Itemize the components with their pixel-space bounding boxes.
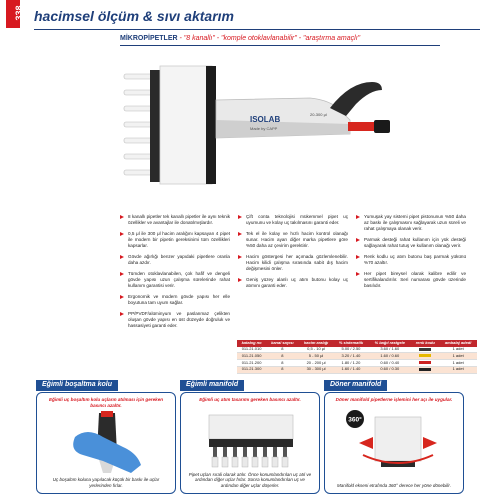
col-header: % sistematik xyxy=(334,340,369,347)
table-cell: 8 xyxy=(266,353,298,360)
panel-lead: Eğimli uç boşaltım kolu uçların atılması için gereken basıncı azaltır. xyxy=(48,397,164,408)
feature-item: Gövde ağırlığı benzer yapıdaki pipetlere oranla daha azdır. xyxy=(120,254,230,266)
feature-item: Tümden otoklavlanabilen, çok hafif ve dengeli gövde yapısı uzun çalışma sürelerinde rahat kullanım garantisi verir. xyxy=(120,271,230,289)
side-strip xyxy=(0,0,30,500)
feature-item: Yumuşak yay sistemi pipet pistonunun %50 daha az baskı ile çalışmasını sağlayarak uzun süreli ve rahat çalışmaya olanak verir. xyxy=(356,214,466,232)
order-table xyxy=(237,340,477,374)
manifold-illustration xyxy=(199,409,303,471)
rotate-right-arrow-icon xyxy=(423,437,437,449)
table-cell: 30 - 300 μl xyxy=(299,366,334,373)
page-number-tab xyxy=(6,0,24,28)
pipette-product-image xyxy=(100,60,420,200)
rotation-badge: 360° xyxy=(348,416,362,424)
plunger-button xyxy=(348,122,376,131)
color-swatch xyxy=(419,354,431,357)
panel-title: Eğimli boşaltma kolu xyxy=(36,380,118,391)
hand-pipette-illustration xyxy=(57,407,157,477)
table-cell: 8 xyxy=(266,366,298,373)
feature-item: Renk kodlu uç atım butonu baş parmak yükünü %70 azaltır. xyxy=(356,254,466,266)
panel-rotating-manifold xyxy=(324,380,464,494)
panel-caption: Manifold ekseni etrafında 360° derece her yöne dönebilir. xyxy=(337,482,451,488)
order-table-row xyxy=(237,353,477,360)
panel-title: Döner manifold xyxy=(324,380,387,391)
color-swatch xyxy=(419,361,431,364)
table-cell: 5.00 / 2.50 xyxy=(334,347,369,353)
product-tags: - "8 kanallı" - "komple otoklavlanabilir" - "araştırma amaçlı" xyxy=(177,35,361,42)
plunger-cap xyxy=(374,120,390,133)
pipette-handle xyxy=(330,82,382,116)
table-cell: 8 xyxy=(266,347,298,353)
table-cell: 011.21.010 xyxy=(237,347,266,353)
product-name: MİKROPİPETLER xyxy=(120,35,178,42)
feature-item: Hacim göstergesi her açımada gözlemlenebilir. Hacim kilidi çalışma sırasında sabit dış hacim değişmesini önler. xyxy=(238,254,348,272)
table-cell: 1 adet xyxy=(439,366,477,373)
page-title: hacimsel ölçüm & sıvı aktarım xyxy=(34,8,234,24)
rotation-illustration xyxy=(337,409,453,475)
panel-box xyxy=(180,392,320,494)
feature-item: 8 kanallı pipetler tek kanallı pipetler ile aynı teknik özellikler ve avantajlar ile donatılmışlardır. xyxy=(120,214,230,226)
panel-lead: Eğimli uç atım tasarımı gereken basıncı azaltır. xyxy=(199,397,301,402)
table-cell: 8 xyxy=(266,360,298,367)
table-cell: 1 adet xyxy=(439,353,477,360)
col-header: katalog no xyxy=(237,340,266,347)
manifold-side xyxy=(206,66,216,184)
table-cell: 3.60 / 1.60 xyxy=(368,347,411,353)
feature-item: Geniş yüzey alanlı uç atım butonu kolay uç atımını garanti eder. xyxy=(238,277,348,289)
product-subheading xyxy=(120,35,440,46)
table-cell: 011.21.050 xyxy=(237,353,266,360)
header-rule xyxy=(34,29,480,31)
feature-column-3 xyxy=(356,214,466,294)
pipette-tips xyxy=(124,74,152,175)
table-cell: 0,5 - 10 μl xyxy=(299,347,334,353)
panel-angled-manifold xyxy=(180,380,320,494)
table-cell: 3.20 / 1.40 xyxy=(334,353,369,360)
panel-box xyxy=(324,392,464,494)
page-number: 338 xyxy=(14,5,24,21)
feature-item: Her pipet bireysel olarak kalibre edilir ve sertifikalandırılır. Seri numarası gövde üzerinde basılıdır. xyxy=(356,271,466,289)
color-swatch xyxy=(419,368,431,371)
table-cell: 011.21.300 xyxy=(237,366,266,373)
page-header xyxy=(34,8,480,30)
feature-item: Çift conta teknolojisi mükemmel pipet uç uyumunu ve kolay uç takılmasını garanti eder. xyxy=(238,214,348,226)
color-code-cell xyxy=(411,366,439,373)
feature-item: Ergonomik ve modern gövde yapısı her elle boyutuna tam uyum sağlar. xyxy=(120,294,230,306)
panel-title: Eğimli manifold xyxy=(180,380,244,391)
feature-item: 0,5 μl ile 300 μl hacim aralığını kapsayan 4 pipet ile modern bir pipetin gereksinimi tüm özellikleri kapsarlar. xyxy=(120,231,230,249)
table-cell: 0.60 / 0.30 xyxy=(368,366,411,373)
table-cell: 0.60 / 0.40 xyxy=(368,360,411,367)
order-table-row xyxy=(237,360,477,367)
color-code-cell xyxy=(411,360,439,367)
col-header: kanal sayısı xyxy=(266,340,298,347)
table-cell: 1.60 / 0.60 xyxy=(368,353,411,360)
table-cell: 1.80 / 1.20 xyxy=(334,360,369,367)
order-table-body xyxy=(237,347,477,374)
table-cell: 5 - 50 μl xyxy=(299,353,334,360)
feature-column-2 xyxy=(238,214,348,294)
col-header: hacim aralığı xyxy=(299,340,334,347)
col-header: % bağıl rastgele xyxy=(368,340,411,347)
feature-item: PP/PVDF/alüminyum ve paslanmaz çelikten oluşan gövde yapısı en üst düzeyde doğruluk ve hassasiyeti garanti eder. xyxy=(120,311,230,329)
manifold-cover xyxy=(160,66,212,184)
feature-item: Parmak desteği rahat kullanım için yük desteği sağlayarak rahat tutuş ve kullanım olanağı verir. xyxy=(356,237,466,249)
panel-lead: Döner manifold pipetlerne işlemini her açı ile uygular. xyxy=(335,397,453,402)
table-cell: 011.21.200 xyxy=(237,360,266,367)
table-cell: 1 adet xyxy=(439,347,477,353)
panel-caption: Uç boşaltım koluna yapılacak küçük bir baskı ile uçlar yerlerinden fırlar. xyxy=(52,477,160,488)
table-cell: 1.60 / 1.40 xyxy=(334,366,369,373)
table-cell: 20 - 200 μl xyxy=(299,360,334,367)
feature-column-1 xyxy=(120,214,230,334)
panel-angled-ejector xyxy=(36,380,176,494)
brand-subtext: Made by CAPP xyxy=(250,126,278,131)
color-code-cell xyxy=(411,353,439,360)
feature-item: Tek el ile kolay ve hızlı hacim kontrol olanağı sunar. Hacim ayarı diğer marka pipetlere göre %50 daha az çevirim gerektirir. xyxy=(238,231,348,249)
volume-label: 20-300 μl xyxy=(310,112,327,117)
panel-caption: Pipet uçları sırali olarak atılır. Önce konumlandırılan uç atıl ve ardından diğer uçlar fırlar. Sonra konumlandırılan uç ve ardından diğer uçlar düşerler. xyxy=(188,471,312,488)
col-header: ambalaj adedi xyxy=(439,340,477,347)
col-header: renk kodu xyxy=(411,340,439,347)
color-swatch xyxy=(419,348,431,351)
order-table-row xyxy=(237,366,477,373)
table-cell: 1 adet xyxy=(439,360,477,367)
panel-box xyxy=(36,392,176,494)
brand-logo: ISOLAB xyxy=(250,115,281,124)
rotate-left-arrow-icon xyxy=(359,437,373,449)
